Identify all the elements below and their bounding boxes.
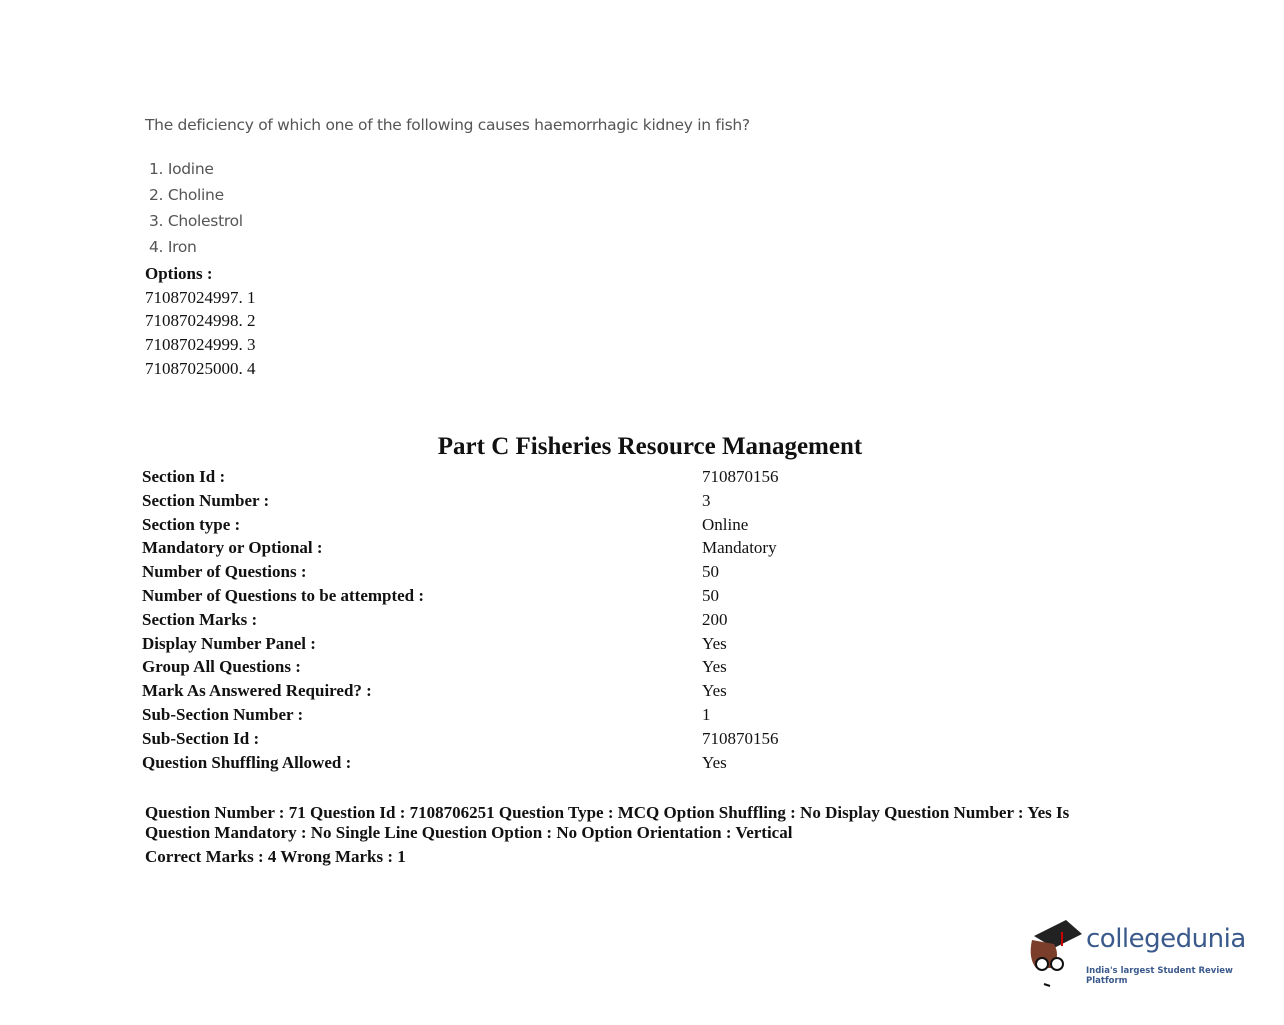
row-label: Question Shuffling Allowed : [142, 752, 352, 772]
option-id: 71087025000. 4 [145, 359, 256, 378]
question-text: The deficiency of which one of the following causes haemorrhagic kidney in fish? [145, 116, 750, 134]
row-label: Mark As Answered Required? : [142, 681, 372, 701]
row-label: Section type : [142, 514, 241, 534]
row-label: Group All Questions : [142, 657, 301, 677]
row-value: 50 [702, 562, 719, 582]
collegedunia-logo [1026, 918, 1256, 988]
row-label: Display Number Panel : [142, 633, 316, 653]
row-label: Sub-Section Id : [142, 728, 260, 748]
row-value: 3 [702, 490, 711, 510]
row-label: Sub-Section Number : [142, 705, 304, 724]
mascot-icon [1026, 918, 1086, 988]
row-label: Section Number : [142, 490, 270, 510]
choice: 2. Choline [149, 186, 224, 204]
option-id: 71087024998. 2 [145, 311, 256, 330]
row-value: 710870156 [702, 467, 779, 486]
question-meta: Question Number : 71 Question Id : 7108706251 Question Type : MCQ Option Shuffling : No Display Question Number : Yes Is Question Mandatory : No Single Line Question Option : No Option Orientation : Vertical [145, 803, 1070, 842]
row-value: 1 [702, 705, 711, 724]
row-value: 710870156 [702, 728, 779, 748]
row-value: Online [702, 514, 749, 534]
option-id: 71087024999. 3 [145, 335, 256, 354]
logo-name: collegedunia [1086, 924, 1246, 954]
question-marks: Correct Marks : 4 Wrong Marks : 1 [145, 847, 406, 866]
row-label: Mandatory or Optional : [142, 538, 323, 558]
row-label: Section Id : [142, 467, 226, 486]
row-label: Number of Questions to be attempted : [142, 586, 425, 605]
section-title: Part C Fisheries Resource Management [437, 433, 863, 460]
choice: 1. Iodine [149, 160, 214, 178]
row-value: Yes [702, 681, 727, 701]
logo-tagline: India's largest Student Review Platform [1086, 966, 1233, 986]
row-label: Number of Questions : [142, 562, 307, 582]
choice: 3. Cholestrol [149, 212, 243, 230]
row-value: Yes [702, 633, 727, 653]
choice: 4. Iron [149, 238, 197, 256]
row-value: 50 [702, 586, 719, 605]
row-value: Mandatory [702, 538, 777, 558]
row-label: Section Marks : [142, 609, 258, 629]
option-id: 71087024997. 1 [145, 288, 256, 307]
row-value: 200 [702, 609, 728, 629]
options-label: Options : [145, 264, 213, 283]
row-value: Yes [702, 752, 727, 772]
row-value: Yes [702, 657, 727, 677]
